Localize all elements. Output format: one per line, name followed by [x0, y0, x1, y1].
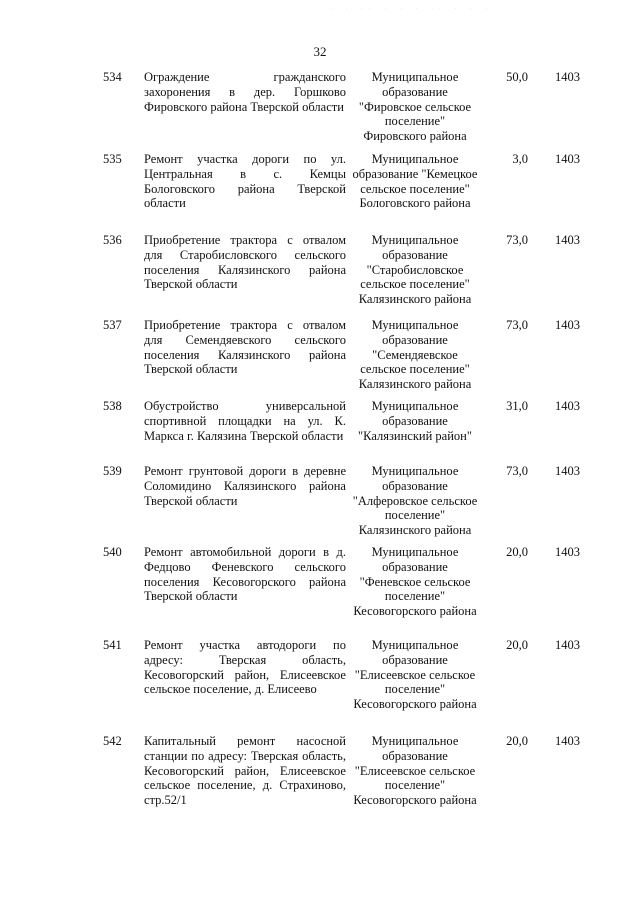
- row-recipient: Муниципальное образование "Елисеевское сельское поселение" Кесовогорского района: [353, 638, 477, 712]
- row-amount: 73,0: [506, 318, 528, 332]
- row-code: 1403: [555, 399, 580, 413]
- row-code: 1403: [555, 318, 580, 332]
- row-recipient: Муниципальное образование "Семендяевское сельское поселение" Калязинского района: [358, 318, 472, 392]
- row-amount: 20,0: [506, 638, 528, 652]
- row-amount: 50,0: [506, 70, 528, 84]
- row-number: 535: [103, 152, 122, 166]
- row-number: 539: [103, 464, 122, 478]
- row-description: Ремонт участка автодороги по адресу: Тверская область, Кесовогорский район, Елисеевское сельское поселение, д. Елисеево: [144, 638, 346, 697]
- row-number: 536: [103, 233, 122, 247]
- row-amount: 73,0: [506, 233, 528, 247]
- row-description: Ремонт участка дороги по ул. Центральная в с. Кемцы Бологовского района Тверской области: [144, 152, 346, 211]
- row-amount: 31,0: [506, 399, 528, 413]
- page-number: 32: [313, 44, 327, 59]
- row-code: 1403: [555, 152, 580, 166]
- scan-noise: · · ·· · · · ·· · · ·: [330, 6, 494, 10]
- row-recipient: Муниципальное образование "Феневское сельское поселение" Кесовогорского района: [353, 545, 477, 619]
- row-recipient: Муниципальное образование "Елисеевское сельское поселение" Кесовогорского района: [353, 734, 477, 808]
- row-amount: 20,0: [506, 545, 528, 559]
- row-number: 534: [103, 70, 122, 84]
- row-recipient: Муниципальное образование "Алферовское сельское поселение" Калязинского района: [352, 464, 478, 538]
- row-code: 1403: [555, 70, 580, 84]
- row-amount: 3,0: [512, 152, 528, 166]
- row-description: Приобретение трактора с отвалом для Семендяевского сельского поселения Калязинского района Тверской области: [144, 318, 346, 377]
- row-description: Капитальный ремонт насосной станции по адресу: Тверская область, Кесовогорский район, Елисеевское сельское поселение, д. Страхиново, стр.52/1: [144, 734, 346, 808]
- row-description: Ремонт грунтовой дороги в деревне Соломидино Калязинского района Тверской области: [144, 464, 346, 508]
- row-number: 537: [103, 318, 122, 332]
- row-code: 1403: [555, 464, 580, 478]
- row-recipient: Муниципальное образование "Фировское сельское поселение" Фировского района: [358, 70, 472, 144]
- row-number: 540: [103, 545, 122, 559]
- row-recipient: Муниципальное образование "Кемецкое сельское поселение" Бологовского района: [352, 152, 478, 211]
- row-amount: 20,0: [506, 734, 528, 748]
- row-description: Ограждение гражданского захоронения в дер. Горшково Фировского района Тверской области: [144, 70, 346, 114]
- row-code: 1403: [555, 233, 580, 247]
- row-number: 542: [103, 734, 122, 748]
- row-code: 1403: [555, 545, 580, 559]
- row-description: Обустройство универсальной спортивной площадки на ул. К. Маркса г. Калязина Тверской области: [144, 399, 346, 443]
- row-code: 1403: [555, 638, 580, 652]
- row-recipient: Муниципальное образование "Калязинский район": [358, 399, 472, 443]
- row-number: 538: [103, 399, 122, 413]
- row-recipient: Муниципальное образование "Старобисловское сельское поселение" Калязинского района: [358, 233, 472, 307]
- row-amount: 73,0: [506, 464, 528, 478]
- row-code: 1403: [555, 734, 580, 748]
- row-description: Ремонт автомобильной дороги в д. Федцово Феневского сельского поселения Кесовогорского района Тверской области: [144, 545, 346, 604]
- row-number: 541: [103, 638, 122, 652]
- row-description: Приобретение трактора с отвалом для Старобисловского сельского поселения Калязинского района Тверской области: [144, 233, 346, 292]
